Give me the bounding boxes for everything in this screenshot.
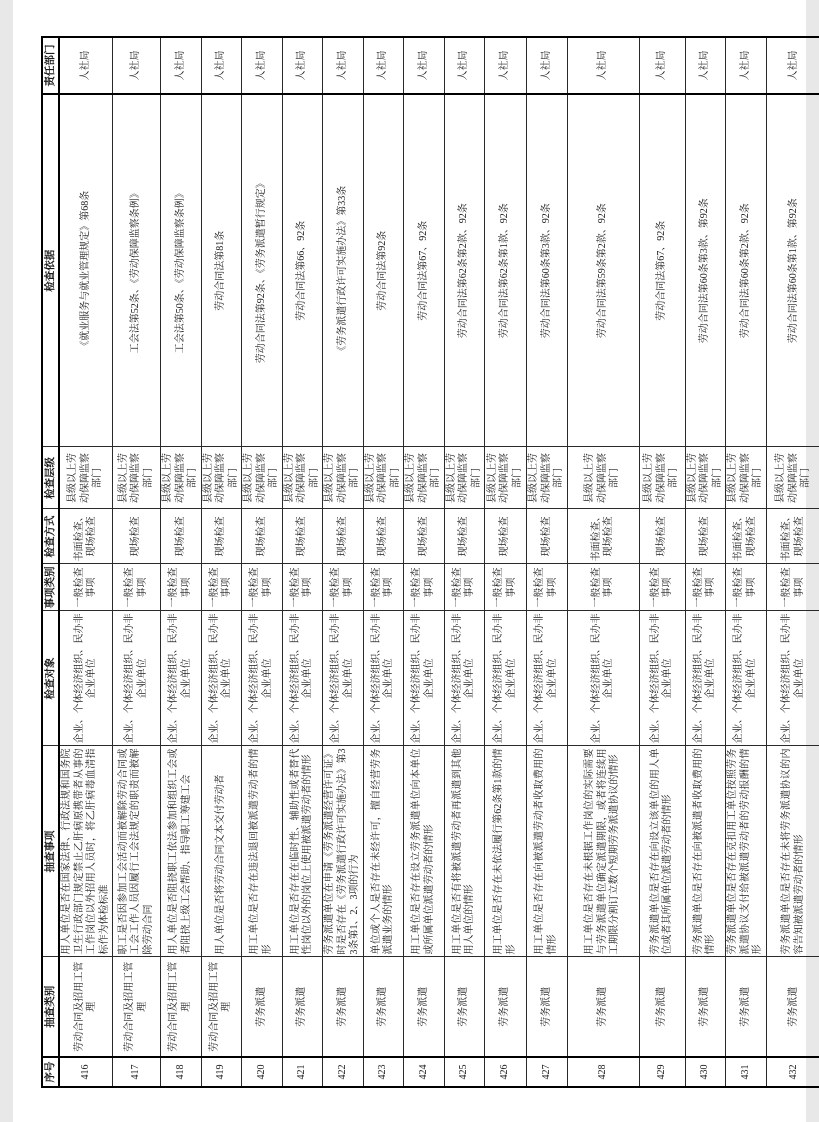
cell-category: 劳务派遣 [363,957,404,1057]
cell-item-type: 一般检查事项 [639,564,685,611]
cell-category: 劳务派遣 [282,957,323,1057]
cell-basis: 劳动合同法第62条第1款、92条 [485,94,527,447]
cell-target: 企业、个体经济组织、民办非企业单位 [726,611,767,746]
header-basis: 检查依据 [42,94,59,447]
cell-item-type: 一般检查事项 [567,564,639,611]
cell-department: 人社局 [161,37,202,94]
cell-item: 劳务派遣单位是否存在向被派遣者收取费用的情形 [685,746,726,957]
cell-level: 县级以上劳动保障监察部门 [113,447,161,509]
cell-target: 企业、个体经济组织、民办非企业单位 [242,611,283,746]
cell-category: 劳动合同及招用工管理 [113,957,161,1057]
cell-level: 县级以上劳动保障监察部门 [242,447,283,509]
cell-seq: 416 [59,1057,113,1087]
cell-target: 企业、个体经济组织、民办非企业单位 [363,611,404,746]
header-department: 责任部门 [42,37,59,94]
header-category: 抽查类别 [42,957,59,1057]
cell-category: 劳务派遣 [639,957,685,1057]
table-row [726,37,767,1087]
table-row [766,37,819,1087]
cell-item-type: 一般检查事项 [766,564,819,611]
cell-target: 企业、个体经济组织、民办非企业单位 [567,611,639,746]
cell-basis: 工会法第52条、《劳动保障监察条例》 [113,94,161,447]
cell-category: 劳动合同及招用工管理 [161,957,202,1057]
cell-item: 用工单位是否存在在临时性、辅助性或者替代性岗位以外的岗位上使用被派遣劳动者的情形 [282,746,323,957]
cell-seq: 425 [444,1057,485,1087]
table-row [444,37,485,1087]
cell-item: 用人单位是否将劳动合同文本交付劳动者 [201,746,242,957]
cell-item-type: 一般检查事项 [161,564,202,611]
cell-method: 书面检查、现场检查 [766,509,819,564]
cell-item-type: 一般检查事项 [113,564,161,611]
cell-category: 劳务派遣 [444,957,485,1057]
cell-basis: 《就业服务与就业管理规定》第68条 [59,94,113,447]
cell-basis: 劳动合同法第59条第2款、92条 [567,94,639,447]
table-row [639,37,685,1087]
table-row [567,37,639,1087]
cell-basis: 工会法第50条、《劳动保障监察条例》 [161,94,202,447]
cell-basis: 劳动合同法第81条 [201,94,242,447]
cell-target: 企业、个体经济组织、民办非企业单位 [527,611,568,746]
cell-target: 企业、个体经济组织、民办非企业单位 [485,611,527,746]
cell-level: 县级以上劳动保障监察部门 [485,447,527,509]
cell-department: 人社局 [567,37,639,94]
cell-method: 现场检查 [363,509,404,564]
cell-seq: 430 [685,1057,726,1087]
cell-method: 现场检查 [323,509,364,564]
cell-seq: 420 [242,1057,283,1087]
table-row [527,37,568,1087]
cell-item-type: 一般检查事项 [485,564,527,611]
cell-item: 用工单位是否有将被派遣劳动者再派遣到其他用人单位的情形 [444,746,485,957]
cell-item: 劳务派遣单位是否存在向设立该单位的用人单位或者其所属单位派遣劳动者的情形 [639,746,685,957]
header-item-type: 事项类别 [42,564,59,611]
cell-seq: 432 [766,1057,819,1087]
table-row [59,37,113,1087]
table-row [485,37,527,1087]
cell-department: 人社局 [685,37,726,94]
cell-item-type: 一般检查事项 [201,564,242,611]
cell-department: 人社局 [113,37,161,94]
cell-department: 人社局 [766,37,819,94]
cell-item-type: 一般检查事项 [404,564,445,611]
cell-category: 劳务派遣 [685,957,726,1057]
cell-basis: 劳动合同法第92条 [363,94,404,447]
cell-department: 人社局 [282,37,323,94]
cell-basis: 劳动合同法第92条、《劳务派遣暂行规定》 [242,94,283,447]
table-row [323,37,364,1087]
cell-method: 现场检查 [444,509,485,564]
cell-item-type: 一般检查事项 [242,564,283,611]
cell-basis: 劳动合同法第60条第3款、92条 [527,94,568,447]
cell-item-type: 一般检查事项 [282,564,323,611]
cell-seq: 431 [726,1057,767,1087]
cell-category: 劳务派遣 [404,957,445,1057]
cell-method: 现场检查 [527,509,568,564]
cell-seq: 428 [567,1057,639,1087]
cell-target: 企业、个体经济组织、民办非企业单位 [161,611,202,746]
cell-basis: 劳动合同法第67、92条 [404,94,445,447]
cell-category: 劳务派遣 [323,957,364,1057]
table-row [404,37,445,1087]
cell-basis: 劳动合同法第62条第2款、92条 [444,94,485,447]
cell-seq: 429 [639,1057,685,1087]
cell-level: 县级以上劳动保障监察部门 [639,447,685,509]
cell-item: 用工单位是否存在违法退回被派遣劳动者的情形 [242,746,283,957]
cell-level: 县级以上劳动保障监察部门 [766,447,819,509]
table-row [113,37,161,1087]
cell-method: 现场检查 [113,509,161,564]
cell-method: 现场检查 [161,509,202,564]
cell-target: 企业、个体经济组织、民办非企业单位 [444,611,485,746]
inspection-items-table [41,36,819,1088]
cell-item-type: 一般检查事项 [726,564,767,611]
cell-department: 人社局 [201,37,242,94]
cell-item: 用工单位是否存在未依法履行第62条第1款的情形 [485,746,527,957]
cell-item: 用工单位是否存在设立劳务派遣单位向本单位或所属单位派遣劳动者的情形 [404,746,445,957]
table-row [201,37,242,1087]
cell-method: 现场检查 [639,509,685,564]
cell-seq: 421 [282,1057,323,1087]
cell-seq: 424 [404,1057,445,1087]
table-row [242,37,283,1087]
cell-target: 企业、个体经济组织、民办非企业单位 [685,611,726,746]
cell-item-type: 一般检查事项 [363,564,404,611]
cell-department: 人社局 [485,37,527,94]
cell-item-type: 一般检查事项 [444,564,485,611]
cell-target: 企业、个体经济组织、民办非企业单位 [323,611,364,746]
cell-department: 人社局 [363,37,404,94]
cell-category: 劳务派遣 [726,957,767,1057]
cell-category: 劳动合同及招用工管理 [201,957,242,1057]
cell-method: 书面检查、现场检查 [567,509,639,564]
cell-level: 县级以上劳动保障监察部门 [685,447,726,509]
cell-department: 人社局 [404,37,445,94]
cell-department: 人社局 [242,37,283,94]
cell-item-type: 一般检查事项 [685,564,726,611]
table-body [59,37,819,1087]
cell-item-type: 一般检查事项 [527,564,568,611]
table-row [685,37,726,1087]
rotated-table-container [41,38,812,1088]
cell-level: 县级以上劳动保障监察部门 [444,447,485,509]
cell-basis: 劳动合同法第66、92条 [282,94,323,447]
cell-item-type: 一般检查事项 [323,564,364,611]
cell-target: 企业、个体经济组织、民办非企业单位 [404,611,445,746]
table-row [282,37,323,1087]
cell-seq: 422 [323,1057,364,1087]
cell-seq: 417 [113,1057,161,1087]
cell-basis: 劳动合同法第60条第3款、第92条 [685,94,726,447]
cell-target: 企业、个体经济组织、民办非企业单位 [766,611,819,746]
cell-department: 人社局 [639,37,685,94]
cell-method: 现场检查 [485,509,527,564]
cell-target: 企业、个体经济组织、民办非企业单位 [201,611,242,746]
cell-level: 县级以上劳动保障监察部门 [363,447,404,509]
cell-method: 现场检查 [201,509,242,564]
cell-level: 县级以上劳动保障监察部门 [59,447,113,509]
document-page [13,0,812,1122]
cell-item: 用工单位是否存在向被派遣劳动者收取费用的情形 [527,746,568,957]
cell-basis: 劳动合同法第67、92条 [639,94,685,447]
cell-target: 企业、个体经济组织、民办非企业单位 [59,611,113,746]
table-row [363,37,404,1087]
cell-item: 用人单位是否阻挠职工依法参加和组织工会或者阻挠上级工会帮助、指导职工筹建工会 [161,746,202,957]
cell-method: 现场检查 [685,509,726,564]
cell-item: 劳务派遣单位是否存在未将劳务派遣协议的内容告知被派遣劳动者的情形 [766,746,819,957]
cell-seq: 423 [363,1057,404,1087]
cell-item: 单位或个人是否存在未经许可，擅自经营劳务派遣业务的情形 [363,746,404,957]
cell-item: 职工是否因参加工会活动而被解除劳动合同或工会工作人员因履行工会法规定的职责而被解除劳动合同 [113,746,161,957]
cell-target: 企业、个体经济组织、民办非企业单位 [282,611,323,746]
cell-method: 现场检查 [242,509,283,564]
cell-seq: 427 [527,1057,568,1087]
cell-item: 劳务派遣单位在申请《劳务派遣经营许可证》时是否存在《劳务派遣行政许可实施办法》第33条第1、2、3项的行为 [323,746,364,957]
cell-department: 人社局 [59,37,113,94]
cell-item: 用人单位是否在国家法律、行政法规和国务院卫生行政部门规定禁止乙肝病原携带者从事的工作岗位以外招用人员时，将乙肝病毒血清指标作为体检标准 [59,746,113,957]
cell-level: 县级以上劳动保障监察部门 [404,447,445,509]
cell-target: 企业、个体经济组织、民办非企业单位 [113,611,161,746]
cell-basis: 《劳务派遣行政许可实施办法》第33条 [323,94,364,447]
cell-category: 劳务派遣 [567,957,639,1057]
cell-seq: 426 [485,1057,527,1087]
cell-method: 现场检查 [282,509,323,564]
cell-level: 县级以上劳动保障监察部门 [323,447,364,509]
table-row [161,37,202,1087]
cell-level: 县级以上劳动保障监察部门 [567,447,639,509]
cell-category: 劳务派遣 [242,957,283,1057]
cell-level: 县级以上劳动保障监察部门 [527,447,568,509]
header-row [42,37,59,1087]
header-item: 抽查事项 [42,746,59,957]
cell-basis: 劳动合同法第60条第1款、第92条 [766,94,819,447]
header-method: 检查方式 [42,509,59,564]
cell-basis: 劳动合同法第60条第2款、92条 [726,94,767,447]
cell-department: 人社局 [527,37,568,94]
cell-level: 县级以上劳动保障监察部门 [201,447,242,509]
cell-category: 劳务派遣 [766,957,819,1057]
cell-method: 现场检查 [404,509,445,564]
cell-department: 人社局 [726,37,767,94]
header-target: 检查对象 [42,611,59,746]
cell-level: 县级以上劳动保障监察部门 [726,447,767,509]
cell-target: 企业、个体经济组织、民办非企业单位 [639,611,685,746]
cell-seq: 418 [161,1057,202,1087]
cell-department: 人社局 [323,37,364,94]
cell-item: 用工单位是否存在未根据工作岗位的实际需要与劳务派遣单位确定派遣期限，或者将连续用工期限分割订立数个短期劳务派遣协议的情形 [567,746,639,957]
header-seq: 序号 [42,1057,59,1087]
cell-level: 县级以上劳动保障监察部门 [161,447,202,509]
header-level: 检查层级 [42,447,59,509]
cell-item: 劳务派遣单位是否存在克扣用工单位按照劳务派遣协议支付给被派遣劳动者的劳动报酬的情形 [726,746,767,957]
cell-method: 书面检查、现场检查 [726,509,767,564]
cell-seq: 419 [201,1057,242,1087]
cell-department: 人社局 [444,37,485,94]
cell-category: 劳务派遣 [527,957,568,1057]
cell-method: 书面检查、现场检查 [59,509,113,564]
cell-level: 县级以上劳动保障监察部门 [282,447,323,509]
cell-item-type: 一般检查事项 [59,564,113,611]
cell-category: 劳动合同及招用工管理 [59,957,113,1057]
cell-category: 劳务派遣 [485,957,527,1057]
